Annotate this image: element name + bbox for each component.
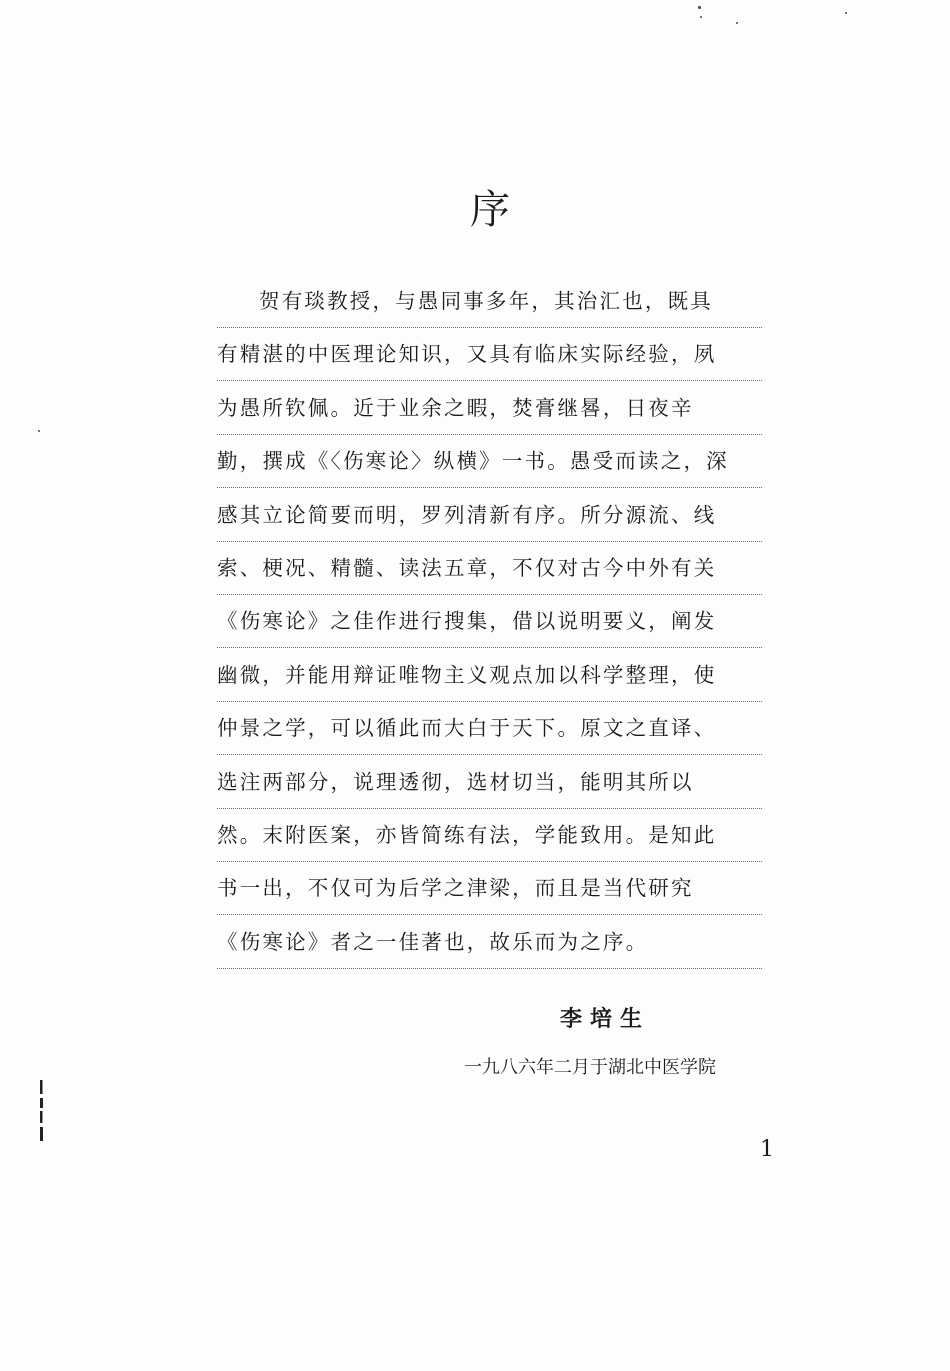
line-text: 然。末附医案，亦皆简练有法，学能致用。是知此	[217, 822, 717, 847]
text-line	[217, 866, 762, 919]
line-text: 索、梗况、精髓、读法五章，不仅对古今中外有关	[217, 555, 717, 580]
text-line	[217, 386, 762, 439]
line-text: 感其立论简要而明，罗列清新有序。所分源流、线	[217, 502, 717, 527]
line-text: 勤，撰成《〈伤寒论〉纵横》一书。愚受而读之，深	[217, 449, 729, 474]
text-line	[217, 760, 762, 813]
date-line: 一九八六年二月于湖北中医学院	[464, 1057, 716, 1078]
dotted-rule	[217, 434, 762, 435]
line-text: 为愚所钦佩。近于业余之暇，焚膏继晷，日夜辛	[217, 395, 694, 420]
top-speck	[845, 12, 847, 14]
dotted-rule	[217, 541, 762, 542]
text-line	[217, 599, 762, 652]
top-speck	[736, 22, 738, 24]
preface-body	[217, 279, 762, 973]
line-text: 幽微，并能用辩证唯物主义观点加以科学整理，使	[217, 662, 717, 687]
dotted-rule	[217, 327, 762, 328]
binding-mark-icon	[38, 1080, 44, 1142]
line-text: 有精湛的中医理论知识，又具有临床实际经验，夙	[217, 342, 717, 367]
dotted-rule	[217, 754, 762, 755]
page-title: 序	[470, 187, 510, 233]
page-number: 1	[760, 1137, 774, 1162]
dotted-rule	[217, 914, 762, 915]
line-text: 贺有琰教授，与愚同事多年，其治汇也，既具	[259, 289, 713, 313]
line-text: 仲景之学，可以循此而大白于天下。原文之直译、	[217, 716, 717, 741]
dotted-rule	[217, 594, 762, 595]
line-text: 《伤寒论》者之一佳著也，故乐而为之序。	[217, 929, 649, 954]
author-signature: 李培生	[560, 1007, 651, 1032]
text-line	[217, 279, 762, 332]
text-line	[217, 439, 762, 492]
text-line	[217, 493, 762, 546]
text-line	[217, 546, 762, 599]
line-text: 书一出，不仅可为后学之津梁，而且是当代研究	[217, 876, 694, 901]
top-speck	[698, 6, 701, 9]
dotted-rule	[217, 861, 762, 862]
margin-speck	[38, 430, 40, 432]
top-speck	[700, 16, 702, 18]
dotted-rule	[217, 701, 762, 702]
text-line	[217, 706, 762, 759]
line-text: 《伤寒论》之佳作进行搜集，借以说明要义，阐发	[217, 609, 717, 634]
dotted-rule	[217, 487, 762, 488]
dotted-rule	[217, 808, 762, 809]
dotted-rule	[217, 380, 762, 381]
line-text: 选注两部分，说理透彻，选材切当，能明其所以	[217, 769, 694, 794]
text-line	[217, 332, 762, 385]
text-line	[217, 653, 762, 706]
text-line	[217, 920, 762, 973]
text-line	[217, 813, 762, 866]
dotted-rule	[217, 968, 762, 969]
dotted-rule	[217, 647, 762, 648]
